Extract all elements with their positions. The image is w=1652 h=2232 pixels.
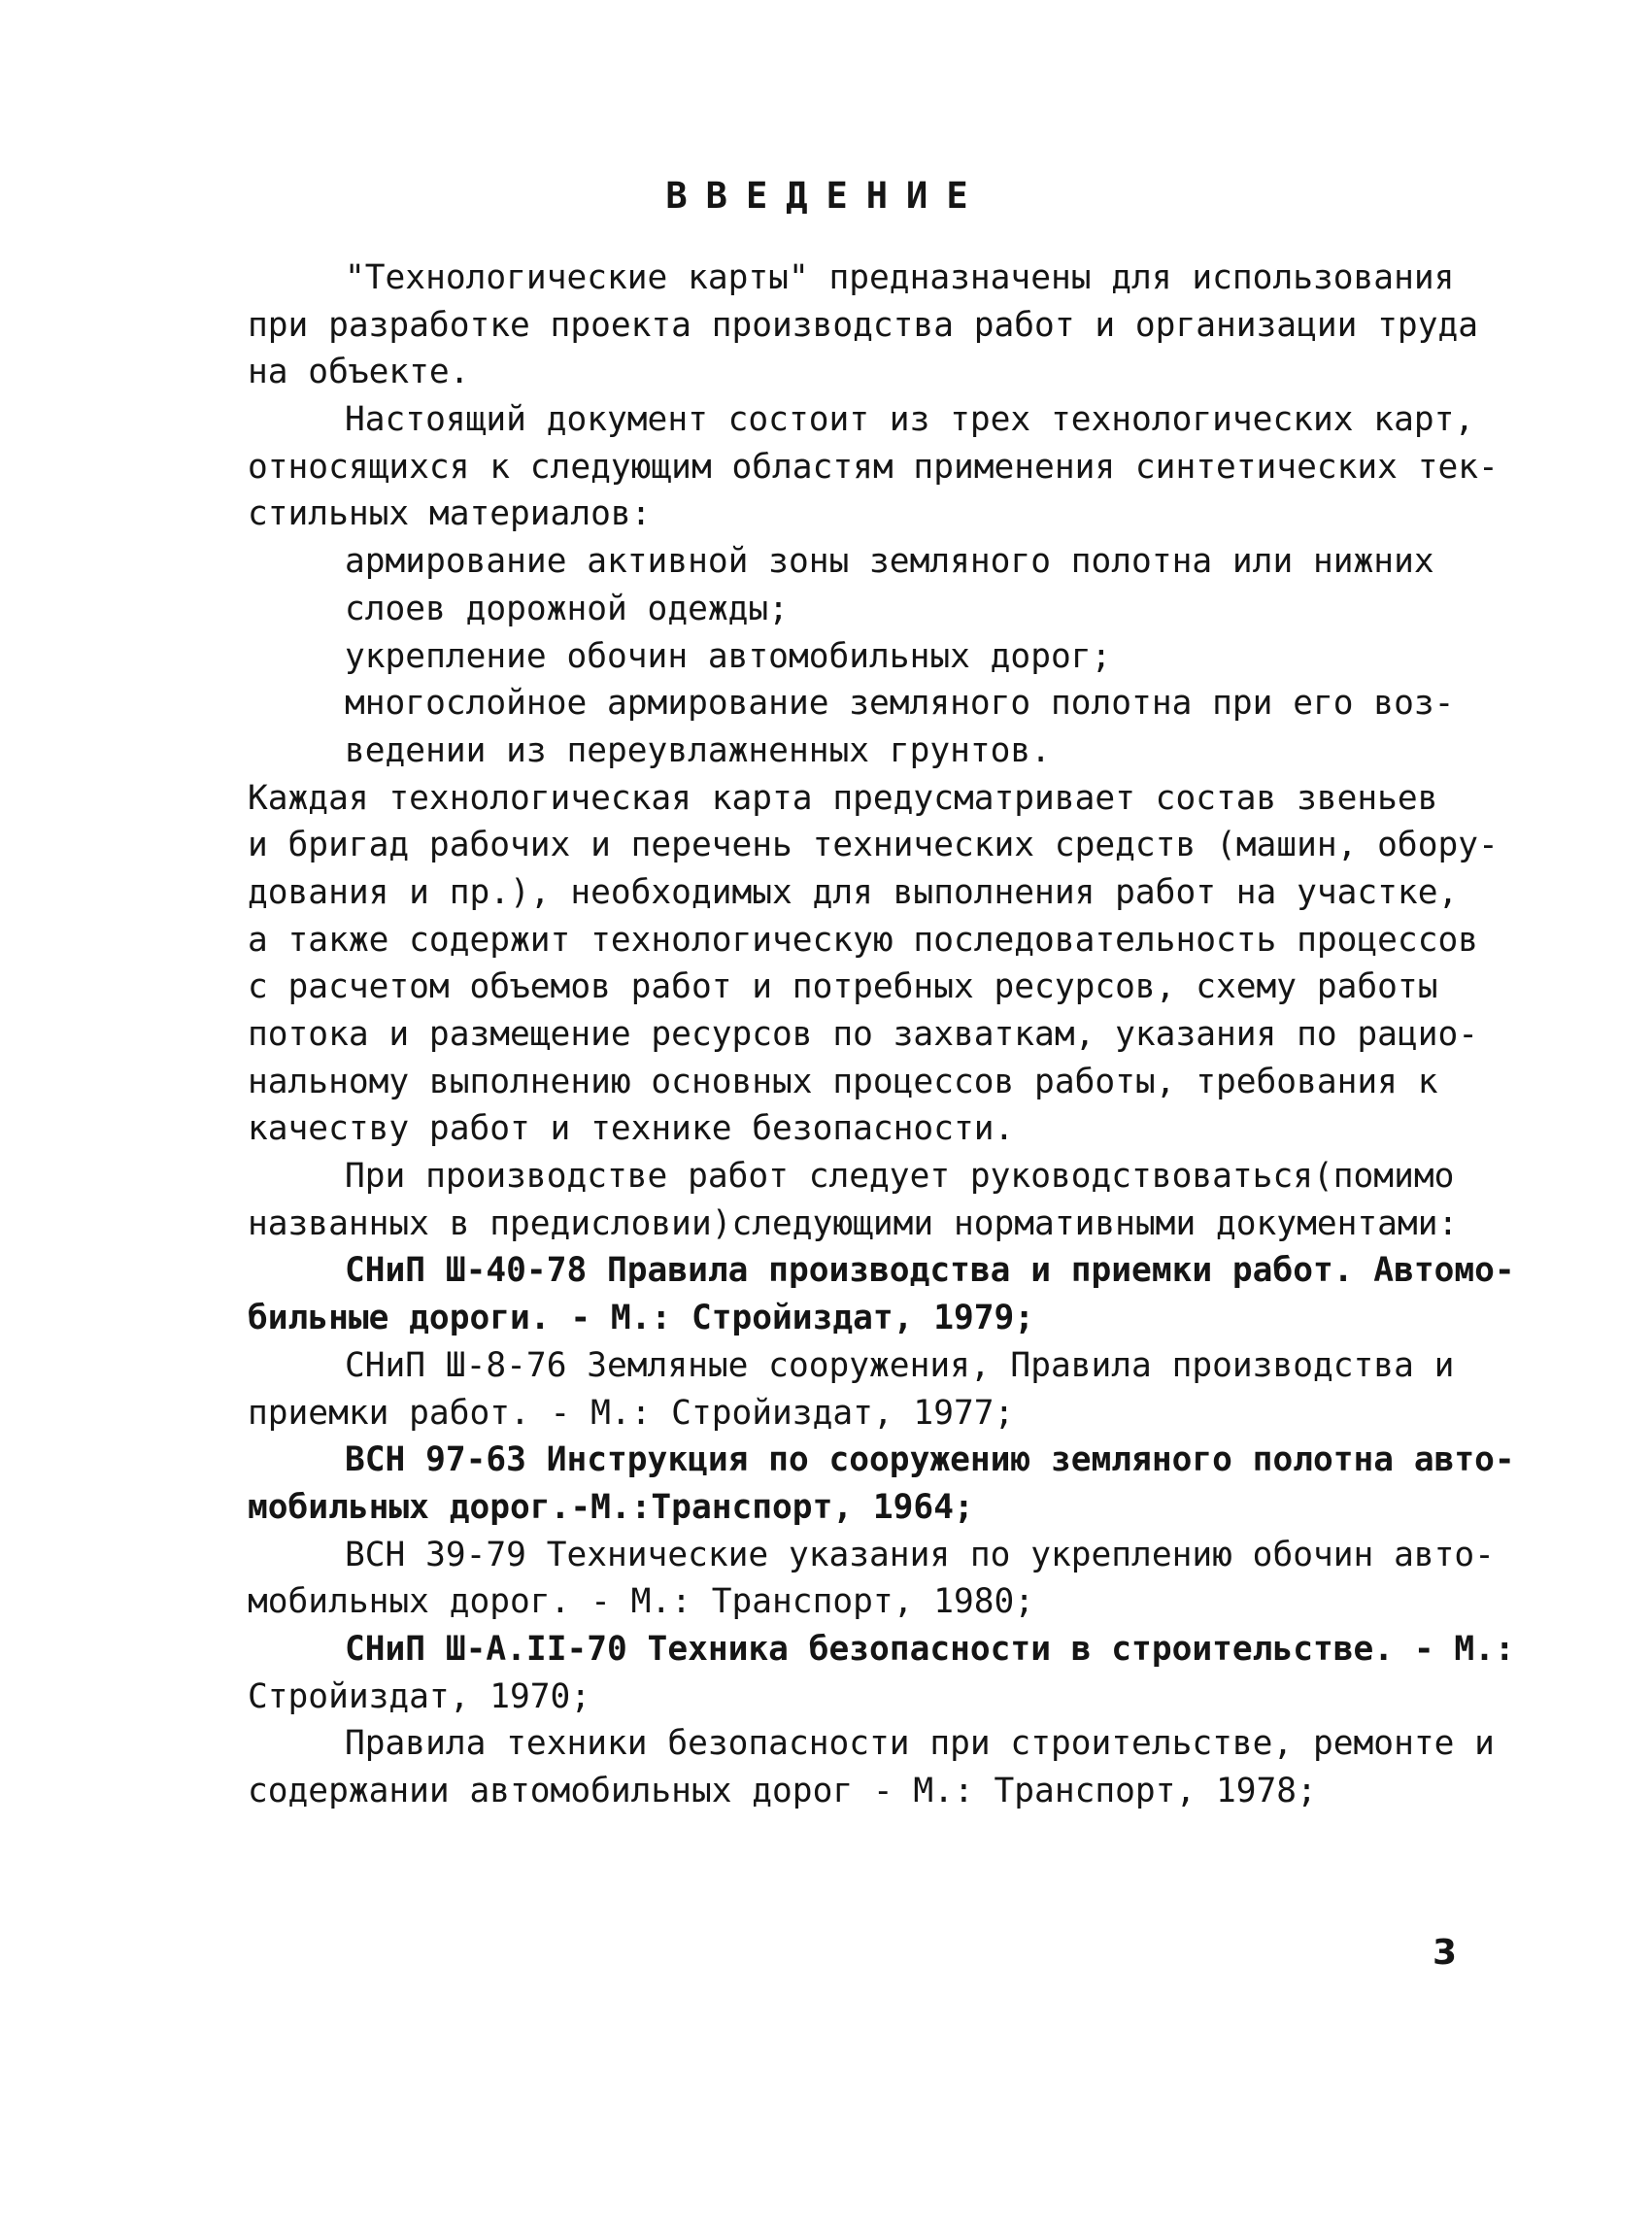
text-line: ВСН 39-79 Технические указания по укреплению обочин авто- bbox=[345, 1535, 1495, 1574]
text-line: качеству работ и технике безопасности. bbox=[248, 1109, 1015, 1149]
page-number: 3 bbox=[1433, 1933, 1458, 1973]
text-line: на объекте. bbox=[248, 353, 470, 392]
text-line: а также содержит технологическую последовательность процессов bbox=[248, 920, 1479, 960]
text-line: с расчетом объемов работ и потребных ресурсов, схему работы bbox=[248, 967, 1438, 1007]
text-line: Правила техники безопасности при строительстве, ремонте и bbox=[345, 1724, 1495, 1764]
text-line: потока и размещение ресурсов по захваткам, указания по рацио- bbox=[248, 1015, 1479, 1054]
text-line: ВСН 97-63 Инструкция по сооружению земляного полотна авто- bbox=[345, 1440, 1515, 1480]
text-line: дования и пр.), необходимых для выполнения работ на участке, bbox=[248, 872, 1459, 912]
text-line: при разработке проекта производства работ и организации труда bbox=[248, 305, 1479, 345]
text-line: СНиП Ш-8-76 Земляные сооружения, Правила производства и bbox=[345, 1345, 1455, 1385]
text-line: и бригад рабочих и перечень технических средств (машин, обору- bbox=[248, 826, 1499, 865]
text-line: слоев дорожной одежды; bbox=[345, 589, 789, 628]
text-line: Каждая технологическая карта предусматривает состав звеньев bbox=[248, 778, 1438, 818]
text-line: названных в предисловии)следующими нормативными документами: bbox=[248, 1203, 1459, 1243]
text-line: Стройиздат, 1970; bbox=[248, 1676, 591, 1716]
text-line: приемки работ. - М.: Стройиздат, 1977; bbox=[248, 1393, 1015, 1433]
text-line: содержании автомобильных дорог - М.: Транспорт, 1978; bbox=[248, 1772, 1317, 1810]
page-title: ВВЕДЕНИЕ bbox=[665, 175, 987, 217]
text-line: многослойное армирование земляного полотна при его воз- bbox=[345, 684, 1455, 724]
text-line: СНиП Ш-А.II-70 Техника безопасности в строительстве. - М.: bbox=[345, 1629, 1515, 1669]
body-text bbox=[248, 254, 1539, 1815]
text-line: стильных материалов: bbox=[248, 494, 652, 534]
text-line: "Технологические карты" предназначены для использования bbox=[345, 258, 1455, 297]
text-line: нальному выполнению основных процессов работы, требования к bbox=[248, 1062, 1438, 1101]
text-line: армирование активной зоны земляного полотна или нижних bbox=[345, 542, 1434, 582]
text-line: укрепление обочин автомобильных дорог; bbox=[345, 636, 1112, 676]
text-line: мобильных дорог.-М.:Транспорт, 1964; bbox=[248, 1487, 974, 1527]
text-line: Настоящий документ состоит из трех технологических карт, bbox=[345, 400, 1475, 440]
text-line: мобильных дорог. - М.: Транспорт, 1980; bbox=[248, 1582, 1035, 1622]
text-line: При производстве работ следует руководствоваться(помимо bbox=[345, 1157, 1455, 1197]
text-line: бильные дороги. - М.: Стройиздат, 1979; bbox=[248, 1299, 1035, 1338]
text-line: относящихся к следующим областям применения синтетических тек- bbox=[248, 447, 1499, 487]
text-line: ведении из переувлажненных грунтов. bbox=[345, 730, 1051, 770]
text-line: СНиП Ш-40-78 Правила производства и приемки работ. Автомо- bbox=[345, 1251, 1515, 1291]
